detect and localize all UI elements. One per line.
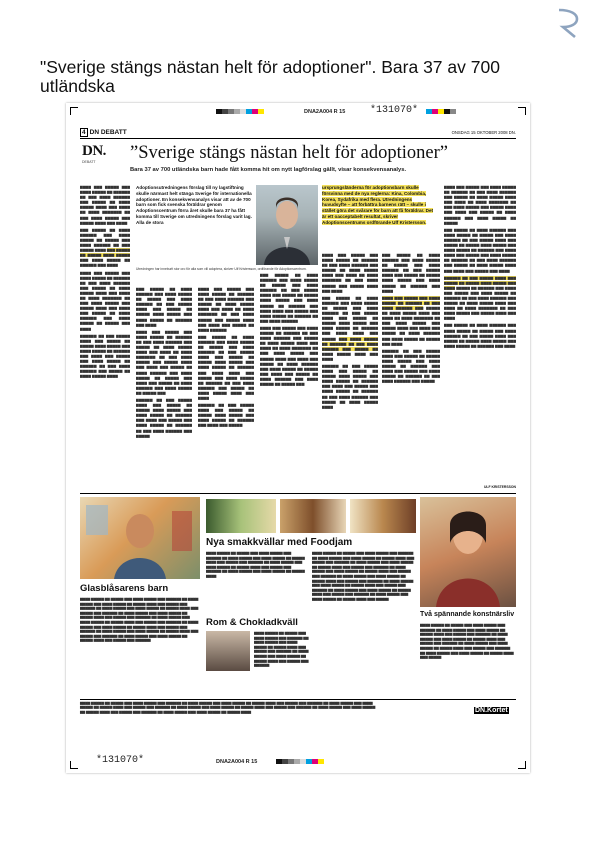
article-column-1: ▆▆▆▆ ▆▆▆ ▆▆▆▆▆ ▆▆▆ ▆▆▆▆ ▆▆▆▆▆ ▆▆ ▆▆▆▆▆▆ ▆▆ ▆▆▆ ▆▆▆▆ ▆▆▆▆▆▆ ▆▆▆ ▆▆▆▆▆ ▆▆ ▆▆▆▆ ▆▆▆▆▆ ▆▆▆▆ ▆▆▆ ▆▆▆▆ ▆▆ ▆▆▆▆ ▆▆▆▆▆▆▆ ▆▆ ▆▆▆ ▆▆▆▆ ▆▆▆▆▆ ▆▆▆ ▆▆▆▆▆ ▆▆▆▆ ▆▆▆ ▆▆▆▆ ▆▆▆ ▆▆▆▆▆ ▆▆ ▆▆▆▆ ▆▆▆▆▆▆ ▆▆▆ ▆▆▆▆ ▆▆▆▆▆ ▆▆ ▆▆▆▆▆ ▆▆▆ ▆▆▆▆ ▆▆▆▆▆▆ ▆▆ ▆▆▆ ▆▆▆▆▆ ▆▆▆▆ ▆▆▆ ▆▆▆▆▆ ▆▆ ▆▆▆▆▆ ▆▆▆▆ ▆▆▆▆▆ ▆▆▆ ▆▆▆▆ ▆▆▆▆▆ ▆▆ ▆▆▆▆▆▆ ▆▆▆ ▆▆▆▆ ▆▆▆▆ ▆▆▆ ▆▆▆▆▆ ▆▆▆ ▆▆▆▆ ▆▆▆▆▆ ▆▆ ▆▆▆▆▆▆ ▆▆ ▆▆▆ ▆▆▆▆ ▆▆▆▆▆▆ ▆▆▆ ▆▆▆▆▆ ▆▆ ▆▆▆▆ ▆▆▆▆▆ ▆▆▆▆ ▆▆▆ ▆▆▆▆ ▆▆ ▆▆▆▆ ▆▆▆▆▆▆▆ ▆▆ ▆▆▆ ▆▆▆▆ ▆▆▆▆▆ ▆▆▆ ▆▆▆▆▆ ▆▆▆▆ ▆▆▆ ▆▆▆▆ ▆▆▆ ▆▆▆▆▆ ▆▆ ▆▆▆▆ ▆▆▆▆▆▆ ▆▆▆ ▆▆▆▆ ▆▆▆▆▆ ▆▆ ▆▆▆▆▆ ▆▆▆ ▆▆▆▆ ▆▆▆▆▆▆ ▆▆ ▆▆▆ ▆▆▆▆▆ ▆▆▆▆ ▆▆▆ ▆▆▆▆▆ ▆▆ ▆▆▆▆▆ ▆▆▆▆ ▆▆▆▆▆ ▆▆▆ ▆▆▆▆ ▆▆▆▆▆ ▆▆ ▆▆▆▆▆▆ ▆▆▆ ▆▆▆▆ ▆▆▆ ▆▆▆▆▆ ▆▆▆ ▆▆▆▆ ▆▆▆▆▆ ▆▆ ▆▆▆▆▆▆ ▆▆ ▆▆▆ ▆▆▆▆ ▆▆▆▆▆▆ ▆▆▆ ▆▆▆▆▆ ▆▆ ▆▆▆▆ ▆▆▆▆▆ ▆▆▆▆ [80, 185, 130, 379]
dn-kortet-logo: DN.Kortet [475, 707, 508, 714]
divider [80, 699, 516, 700]
date-line: ONSDAG 15 OKTOBER 2008 DN. [451, 130, 516, 135]
chef-photo [206, 631, 250, 671]
ad-text-glasblasarens-barn: ▆▆▆▆ ▆▆▆▆▆ ▆▆ ▆▆▆▆▆ ▆▆▆ ▆▆▆▆ ▆▆▆▆▆ ▆▆▆ ▆▆▆▆▆▆ ▆▆ ▆▆▆▆ ▆▆▆▆▆ ▆▆▆ ▆▆▆▆ ▆▆▆▆▆ ▆▆ ▆▆▆▆▆ ▆▆▆▆ ▆▆▆ ▆▆▆▆▆ ▆▆▆ ▆▆▆▆▆▆ ▆▆ ▆▆▆▆ ▆▆▆▆▆ ▆▆▆ ▆▆▆▆ ▆▆▆▆▆ ▆▆ ▆▆▆▆▆ ▆▆▆▆ ▆▆▆ ▆▆▆▆▆ ▆▆▆ ▆▆▆▆▆▆ ▆▆ ▆▆▆▆ ▆▆▆▆▆ ▆▆▆ ▆▆▆▆ ▆▆▆▆▆ ▆▆ ▆▆▆▆▆ ▆▆▆▆ ▆▆▆ ▆▆▆▆▆ ▆▆▆ ▆▆▆▆▆▆ ▆▆ ▆▆▆▆ ▆▆▆▆▆ ▆▆▆ ▆▆▆▆ ▆▆▆▆▆ ▆▆ ▆▆▆▆▆ ▆▆▆▆ ▆▆▆ ▆▆▆▆▆ ▆▆▆ ▆▆▆▆▆▆ ▆▆ ▆▆▆▆ ▆▆▆▆▆ ▆▆▆ ▆▆▆▆ ▆▆▆▆▆ ▆▆ ▆▆▆▆▆ ▆▆▆▆ ▆▆▆ ▆▆▆▆▆ ▆▆▆ ▆▆▆▆▆▆ ▆▆ ▆▆▆▆ ▆▆▆▆▆ ▆▆▆ ▆▆▆▆ ▆▆▆▆▆ ▆▆ ▆▆▆▆▆ ▆▆▆▆ ▆▆▆ ▆▆▆▆▆ ▆▆▆ ▆▆▆▆▆▆ ▆▆ ▆▆▆▆ ▆▆▆▆▆ ▆▆▆ ▆▆▆▆ ▆▆▆▆▆ ▆▆ ▆▆▆▆▆ ▆▆▆▆ ▆▆▆ ▆▆▆▆▆ ▆▆▆ ▆▆▆▆▆▆ [80, 597, 199, 643]
article-column-6: ▆▆▆ ▆▆▆▆▆ ▆▆ ▆▆▆▆ ▆▆▆▆▆▆ ▆▆▆ ▆▆▆▆ ▆▆▆▆▆ ▆▆ ▆▆▆▆▆ ▆▆▆ ▆▆▆▆ ▆▆▆▆▆▆ ▆▆ ▆▆▆ ▆▆▆▆▆ ▆▆▆▆ ▆▆▆ ▆▆▆▆▆ ▆▆ ▆▆▆▆▆ ▆▆▆▆ ▆▆▆▆▆ ▆▆▆ ▆▆▆▆ ▆▆▆▆▆ ▆▆ ▆▆▆▆▆▆ ▆▆▆ ▆▆▆▆ ▆▆▆▆ ▆▆▆ ▆▆▆▆▆ ▆▆▆ ▆▆▆▆ ▆▆▆▆▆ ▆▆ ▆▆▆▆▆▆ ▆▆ ▆▆▆ ▆▆▆▆ ▆▆▆▆▆▆ ▆▆▆ ▆▆▆▆▆ ▆▆ ▆▆▆▆ ▆▆▆▆▆ ▆▆▆▆ ▆▆▆ ▆▆▆▆ ▆▆ ▆▆▆▆ ▆▆▆▆▆▆▆ ▆▆ ▆▆▆ ▆▆▆▆ ▆▆▆▆▆ ▆▆▆ ▆▆▆▆▆ ▆▆▆▆ ▆▆▆ ▆▆▆▆ ▆▆▆ ▆▆▆▆▆ ▆▆ ▆▆▆▆ ▆▆▆▆▆▆ ▆▆▆ ▆▆▆▆ ▆▆▆▆▆ ▆▆ ▆▆▆▆▆ ▆▆▆ ▆▆▆▆ ▆▆▆▆▆▆ ▆▆ ▆▆▆ ▆▆▆▆▆ ▆▆▆▆ ▆▆▆ ▆▆▆▆▆ ▆▆ ▆▆▆▆▆ ▆▆▆▆ ▆▆▆▆▆ ▆▆▆ ▆▆▆▆ ▆▆▆▆▆ ▆▆ ▆▆▆▆▆▆ ▆▆▆ ▆▆▆▆ ▆▆▆ ▆▆▆▆▆ ▆▆▆ ▆▆▆▆ ▆▆▆▆▆ ▆▆ ▆▆▆▆▆▆ ▆▆ ▆▆▆ ▆▆▆▆ ▆▆▆▆▆▆ ▆▆▆ ▆▆▆▆▆ [382, 253, 440, 384]
food-photo [206, 499, 276, 533]
article-signature: ULF KRISTERSSON [483, 485, 516, 489]
color-bar-bottom [276, 759, 324, 764]
divider [80, 493, 516, 494]
article-ingress: Bara 37 av 700 utländska barn hade fått komma hit om nytt lagförslag gällt, visar konsekvensanalys. [130, 167, 407, 173]
section-name: DN DEBATT [89, 129, 127, 136]
ad-title-konstnarsliv: Två spännande konstnärsliv [420, 611, 515, 618]
dn-logo: DN. [82, 143, 106, 159]
color-bar [216, 109, 264, 114]
page-title: "Sverige stängs nästan helt för adoptioner". Bara 37 av 700 utländska [40, 57, 500, 96]
portrait-photo [256, 185, 318, 265]
article-column-3: ▆▆▆▆ ▆▆▆ ▆▆▆▆▆ ▆▆▆ ▆▆▆▆ ▆▆▆▆▆ ▆▆ ▆▆▆▆▆▆ ▆▆ ▆▆▆ ▆▆▆▆ ▆▆▆▆▆▆ ▆▆▆ ▆▆▆▆▆ ▆▆ ▆▆▆▆ ▆▆▆▆▆ ▆▆▆▆ ▆▆▆ ▆▆▆▆ ▆▆ ▆▆▆▆ ▆▆▆▆▆▆▆ ▆▆ ▆▆▆ ▆▆▆▆ ▆▆▆▆▆ ▆▆▆ ▆▆▆▆▆ ▆▆▆▆ ▆▆▆ ▆▆▆▆ ▆▆▆ ▆▆▆▆▆ ▆▆ ▆▆▆▆ ▆▆▆▆▆▆ ▆▆▆ ▆▆▆▆▆ ▆▆ ▆▆▆▆ ▆▆▆▆▆▆ ▆▆▆ ▆▆▆▆ ▆▆▆▆▆ ▆▆ ▆▆▆▆▆ ▆▆▆ ▆▆▆▆ ▆▆▆▆▆▆ ▆▆ ▆▆▆ ▆▆▆▆▆ ▆▆▆▆ ▆▆▆ ▆▆▆▆▆ ▆▆ ▆▆▆▆▆ ▆▆▆▆ ▆▆▆▆▆ ▆▆▆ ▆▆▆▆ ▆▆▆▆▆ ▆▆ ▆▆▆▆▆▆ ▆▆▆ ▆▆▆▆ ▆▆▆▆ ▆▆▆ ▆▆▆▆▆ ▆▆▆ ▆▆▆▆ ▆▆▆▆▆ ▆▆ ▆▆▆▆▆▆ ▆▆ ▆▆▆ ▆▆▆▆ ▆▆▆▆▆▆ ▆▆▆ ▆▆▆▆▆ ▆▆ ▆▆▆▆ ▆▆▆▆▆ ▆▆▆▆ ▆▆▆ ▆▆▆▆ ▆▆▆▆▆▆ ▆▆ ▆▆▆ ▆▆▆▆▆ ▆▆▆▆ ▆▆▆ ▆▆▆▆▆ ▆▆ ▆▆▆▆▆ ▆▆▆▆ ▆▆▆▆▆ ▆▆▆ ▆▆▆▆ ▆▆▆▆▆ ▆▆ ▆▆▆▆▆▆ ▆▆▆ ▆▆▆▆ ▆▆▆ ▆▆▆▆▆ [198, 287, 254, 428]
ad-title-foodjam: Nya smakkvällar med Foodjam [206, 537, 353, 548]
brand-logo-icon [555, 8, 581, 38]
color-bar [426, 109, 456, 114]
ad-text-foodjam-2: ▆▆▆▆ ▆▆▆▆▆ ▆▆ ▆▆▆▆▆ ▆▆▆ ▆▆▆▆ ▆▆▆▆▆ ▆▆▆ ▆▆▆▆▆▆ ▆▆ ▆▆▆▆ ▆▆▆▆▆ ▆▆▆ ▆▆▆▆ ▆▆▆▆▆ ▆▆ ▆▆▆▆▆ ▆▆▆▆ ▆▆▆ ▆▆▆▆▆ ▆▆▆ ▆▆▆▆▆▆ ▆▆ ▆▆▆▆ ▆▆▆▆▆ ▆▆▆ ▆▆▆▆ ▆▆▆▆▆ ▆▆ ▆▆▆▆▆ ▆▆▆▆ ▆▆▆ ▆▆▆▆▆ ▆▆▆ ▆▆▆▆▆▆ ▆▆ ▆▆▆▆ ▆▆▆▆▆ ▆▆▆ ▆▆▆▆ ▆▆▆▆▆ ▆▆ ▆▆▆▆▆ ▆▆▆▆ ▆▆▆ ▆▆▆▆▆ ▆▆▆ ▆▆▆▆▆▆ ▆▆ ▆▆▆▆ ▆▆▆▆▆ ▆▆▆ ▆▆▆▆ ▆▆▆▆▆ ▆▆ ▆▆▆▆▆ ▆▆▆▆ ▆▆▆ ▆▆▆▆▆ ▆▆▆ ▆▆▆▆▆▆ ▆▆ ▆▆▆▆ ▆▆▆▆▆ ▆▆▆ ▆▆▆▆ ▆▆▆▆▆ ▆▆ ▆▆▆▆▆ ▆▆▆▆ ▆▆▆ ▆▆▆▆▆ ▆▆▆ ▆▆▆▆▆▆ ▆▆ ▆▆▆▆ ▆▆▆▆▆ ▆▆▆ ▆▆▆▆ ▆▆▆▆▆ ▆▆ ▆▆▆▆▆ ▆▆▆▆ ▆▆▆ ▆▆▆▆▆ ▆▆▆ ▆▆▆▆▆▆ ▆▆ ▆▆▆▆ ▆▆▆▆▆ ▆▆▆ ▆▆▆▆ ▆▆▆▆▆ ▆▆ ▆▆▆▆▆ ▆▆▆▆ ▆▆▆ ▆▆▆▆▆ [312, 551, 415, 601]
crop-mark [70, 761, 78, 769]
food-photo [350, 499, 416, 533]
article-column-7: ▆▆▆▆ ▆▆▆ ▆▆▆▆▆ ▆▆▆ ▆▆▆▆ ▆▆▆▆▆ ▆▆ ▆▆▆▆▆▆ ▆▆ ▆▆▆ ▆▆▆▆ ▆▆▆▆▆▆ ▆▆▆ ▆▆▆▆▆ ▆▆ ▆▆▆▆ ▆▆▆▆▆ ▆▆▆▆ ▆▆▆ ▆▆▆▆ ▆▆ ▆▆▆▆ ▆▆▆▆▆▆▆ ▆▆ ▆▆▆ ▆▆▆▆ ▆▆▆▆▆ ▆▆▆ ▆▆▆▆▆ ▆▆▆▆ ▆▆▆ ▆▆▆▆ ▆▆▆ ▆▆▆▆▆ ▆▆ ▆▆▆▆ ▆▆▆▆▆▆ ▆▆▆ ▆▆▆▆ ▆▆▆▆▆ ▆▆ ▆▆▆▆▆ ▆▆▆ ▆▆▆▆▆ ▆▆ ▆▆▆▆ ▆▆▆▆▆▆ ▆▆▆ ▆▆▆▆ ▆▆▆▆▆ ▆▆ ▆▆▆▆▆ ▆▆▆ ▆▆▆▆ ▆▆▆▆▆▆ ▆▆ ▆▆▆ ▆▆▆▆▆ ▆▆▆▆ ▆▆▆ ▆▆▆▆▆ ▆▆ ▆▆▆▆▆ ▆▆▆▆ ▆▆▆▆▆ ▆▆▆ ▆▆▆▆ ▆▆▆▆▆ ▆▆ ▆▆▆▆▆▆ ▆▆▆ ▆▆▆▆ ▆▆▆▆ ▆▆▆ ▆▆▆▆▆ ▆▆▆ ▆▆▆▆ ▆▆▆▆▆ ▆▆ ▆▆▆▆▆▆ ▆▆ ▆▆▆ ▆▆▆▆ ▆▆▆▆▆▆ ▆▆▆ ▆▆▆▆▆ ▆▆ ▆▆▆▆ ▆▆▆▆▆ ▆▆▆▆ ▆▆▆ ▆▆▆▆ ▆▆▆ ▆▆▆▆▆ ▆▆▆ ▆▆▆▆ ▆▆▆▆▆▆ ▆▆ ▆▆▆ ▆▆▆▆▆ ▆▆▆▆ ▆▆▆ ▆▆▆▆▆ ▆▆ ▆▆▆▆▆ ▆▆▆▆ ▆▆▆▆▆ ▆▆▆ ▆▆▆▆ ▆▆▆▆▆ ▆▆ ▆▆▆▆▆▆ ▆▆▆ ▆▆▆▆ ▆▆▆ ▆▆▆▆▆ ▆▆▆ ▆▆▆▆ ▆▆▆▆▆ ▆▆ ▆▆▆▆▆▆ ▆▆ ▆▆▆ ▆▆▆▆ ▆▆▆▆▆▆ ▆▆▆ ▆▆▆▆▆ ▆▆ ▆▆▆▆ ▆▆▆▆▆ ▆▆▆▆ ▆▆▆ ▆▆▆▆ ▆▆ ▆▆▆▆ ▆▆▆▆▆▆▆ ▆▆ ▆▆▆ ▆▆▆▆ ▆▆▆▆▆ ▆▆▆ ▆▆▆▆▆ ▆▆▆▆ ▆▆▆ ▆▆▆▆ ▆▆▆ ▆▆▆▆▆ ▆▆ ▆▆▆▆ ▆▆▆▆▆▆ ▆▆▆ ▆▆▆▆ ▆▆▆▆▆ ▆▆ ▆▆▆▆▆ ▆▆▆ ▆▆▆▆ ▆▆▆▆▆▆ ▆▆ ▆▆▆ ▆▆▆▆▆ ▆▆▆▆ ▆▆▆ ▆▆▆▆▆ ▆▆ ▆▆▆▆▆ ▆▆▆▆ ▆▆▆▆▆ ▆▆▆ ▆▆▆▆ ▆▆▆▆▆ ▆▆ ▆▆▆▆▆▆ ▆▆▆ ▆▆▆▆ [444, 185, 516, 348]
ad-title-glasblasarens-barn: Glasblåsarens barn [80, 583, 169, 594]
article-column-2: ▆▆▆ ▆▆▆▆▆ ▆▆ ▆▆▆▆ ▆▆▆▆▆▆ ▆▆▆ ▆▆▆▆ ▆▆▆▆▆ ▆▆ ▆▆▆▆▆ ▆▆▆ ▆▆▆▆ ▆▆▆▆▆▆ ▆▆ ▆▆▆ ▆▆▆▆▆ ▆▆▆▆ ▆▆▆ ▆▆▆▆▆ ▆▆ ▆▆▆▆▆ ▆▆▆▆ ▆▆▆▆▆ ▆▆▆ ▆▆▆▆ ▆▆▆▆▆ ▆▆ ▆▆▆▆▆▆ ▆▆▆ ▆▆▆▆ ▆▆▆▆ ▆▆▆ ▆▆▆▆▆ ▆▆▆ ▆▆▆▆ ▆▆▆▆▆ ▆▆ ▆▆▆▆▆▆ ▆▆ ▆▆▆ ▆▆▆▆ ▆▆▆▆▆▆ ▆▆▆ ▆▆▆▆▆ ▆▆ ▆▆▆▆ ▆▆▆▆▆ ▆▆▆▆ ▆▆▆ ▆▆▆▆ ▆▆ ▆▆▆▆ ▆▆▆▆▆▆▆ ▆▆ ▆▆▆ ▆▆▆▆ ▆▆▆▆▆ ▆▆▆ ▆▆▆▆▆ ▆▆▆▆ ▆▆▆ ▆▆▆▆ ▆▆▆ ▆▆▆▆▆ ▆▆ ▆▆▆▆ ▆▆▆▆▆▆ ▆▆▆ ▆▆▆▆ ▆▆▆▆▆ ▆▆ ▆▆▆▆▆ ▆▆▆ ▆▆▆▆ ▆▆▆ ▆▆▆▆▆ ▆▆ ▆▆▆▆ ▆▆▆▆▆▆ ▆▆▆ ▆▆▆▆ ▆▆▆▆▆ ▆▆ ▆▆▆▆▆ ▆▆▆ ▆▆▆▆▆▆ ▆▆ ▆▆▆ ▆▆▆▆▆ ▆▆▆▆ ▆▆▆ ▆▆▆▆▆ ▆▆ ▆▆▆▆▆ ▆▆▆▆ ▆▆▆▆▆ ▆▆▆ ▆▆▆▆ ▆▆▆▆▆ ▆▆ ▆▆▆▆▆▆ ▆▆▆ ▆▆▆▆ ▆▆▆ ▆▆▆▆▆ ▆▆▆ ▆▆▆▆ ▆▆▆▆▆ ▆▆ ▆▆▆▆▆▆ ▆▆ ▆▆▆ ▆▆▆▆ ▆▆▆▆▆▆ ▆▆▆ ▆▆▆▆▆ [136, 287, 192, 438]
painting-illustration-right [420, 497, 516, 607]
article-title: ”Sverige stängs nästan helt för adoptioner” [130, 143, 448, 163]
sheet-number-bottom: *131070* [96, 755, 145, 766]
divider [80, 138, 516, 139]
article-lead-2: ursprungsländerna för adoptionsbarn skulle försvinna med de nya reglerna: Kina, Colombia, Korea, Sydafrika med flera. Utredningens huvudsyfte – att förbättra barnens rätt – skulle i stället göra det svårare för barn att få föräldrar. Det är ett oacceptabelt resultat, skriver Adoptionscentrums ordförande Ulf Kristersson. [322, 185, 434, 225]
painting-illustration-left [80, 497, 200, 579]
photo-caption: Utredningen har inneburit stor oro för alla som vill adoptera, skriver Ulf Kristersson, ordförande för Adoptionscentrum. [136, 267, 307, 271]
crop-mark [518, 107, 526, 115]
plate-code-bottom: DNA2A004 R 15 [216, 759, 258, 765]
plate-code: DNA2A004 R 15 [304, 109, 346, 115]
sheet-number: *131070* [370, 105, 419, 116]
ad-text-konstnarsliv: ▆▆▆▆ ▆▆▆▆▆ ▆▆ ▆▆▆▆▆ ▆▆▆ ▆▆▆▆ ▆▆▆▆▆ ▆▆▆ ▆▆▆▆▆▆ ▆▆ ▆▆▆▆ ▆▆▆▆▆ ▆▆▆ ▆▆▆▆ ▆▆▆▆▆ ▆▆ ▆▆▆▆▆ ▆▆▆▆ ▆▆▆ ▆▆▆▆▆ ▆▆▆ ▆▆▆▆▆▆ ▆▆ ▆▆▆▆ ▆▆▆▆▆ ▆▆▆ ▆▆▆▆ ▆▆▆▆▆ ▆▆ ▆▆▆▆▆ ▆▆▆▆ ▆▆▆ ▆▆▆▆▆ ▆▆▆ ▆▆▆▆▆▆ ▆▆ ▆▆▆▆ ▆▆▆▆▆ ▆▆▆ ▆▆▆▆ ▆▆▆▆▆ ▆▆ ▆▆▆▆▆ ▆▆▆▆ ▆▆▆ ▆▆▆▆▆ ▆▆▆ ▆▆▆▆▆▆ ▆▆ ▆▆▆▆ ▆▆▆▆▆ ▆▆▆ ▆▆▆▆ ▆▆▆▆▆ ▆▆ ▆▆▆▆▆ ▆▆▆▆ ▆▆▆ ▆▆▆▆▆ [420, 623, 514, 660]
article-column-4: ▆▆▆ ▆▆▆▆▆ ▆▆ ▆▆▆▆ ▆▆▆▆▆▆ ▆▆▆ ▆▆▆▆ ▆▆▆▆▆ ▆▆ ▆▆▆▆▆ ▆▆▆ ▆▆▆▆ ▆▆▆▆▆▆ ▆▆ ▆▆▆ ▆▆▆▆▆ ▆▆▆▆ ▆▆▆ ▆▆▆▆▆ ▆▆ ▆▆▆▆▆ ▆▆▆▆ ▆▆▆▆▆ ▆▆▆ ▆▆▆▆ ▆▆▆▆▆ ▆▆ ▆▆▆▆▆▆ ▆▆▆ ▆▆▆▆ ▆▆▆▆ ▆▆▆ ▆▆▆▆▆ ▆▆▆ ▆▆▆▆ ▆▆▆▆▆ ▆▆ ▆▆▆▆▆▆ ▆▆ ▆▆▆ ▆▆▆▆ ▆▆▆▆▆▆ ▆▆▆▆ ▆▆▆ ▆▆▆▆▆ ▆▆▆ ▆▆▆▆ ▆▆▆▆▆ ▆▆ ▆▆▆▆▆▆ ▆▆ ▆▆▆ ▆▆▆▆ ▆▆▆▆▆▆ ▆▆▆ ▆▆▆▆▆ ▆▆ ▆▆▆▆ ▆▆▆▆▆ ▆▆▆▆ ▆▆▆ ▆▆▆▆ ▆▆ ▆▆▆▆ ▆▆▆▆▆▆▆ ▆▆ ▆▆▆ ▆▆▆▆ ▆▆▆▆▆ ▆▆▆ ▆▆▆▆▆ ▆▆▆▆ ▆▆▆ ▆▆▆▆ ▆▆▆ ▆▆▆▆▆ ▆▆ ▆▆▆▆ ▆▆▆▆▆▆ ▆▆▆ ▆▆▆▆ ▆▆▆▆▆ ▆▆ ▆▆▆▆▆ ▆▆▆ ▆▆▆▆ ▆▆▆ ▆▆▆▆▆ ▆▆ ▆▆▆▆ ▆▆▆▆▆▆ ▆▆▆ ▆▆▆▆ ▆▆▆▆▆ ▆▆ ▆▆▆▆▆ ▆▆▆ [260, 273, 318, 386]
article-column-5: ▆▆▆▆ ▆▆▆ ▆▆▆▆▆ ▆▆▆ ▆▆▆▆ ▆▆▆▆▆ ▆▆ ▆▆▆▆▆▆ ▆▆ ▆▆▆ ▆▆▆▆ ▆▆▆▆▆▆ ▆▆▆ ▆▆▆▆▆ ▆▆ ▆▆▆▆ ▆▆▆▆▆ ▆▆▆▆ ▆▆▆ ▆▆▆▆ ▆▆ ▆▆▆▆ ▆▆▆▆▆▆▆ ▆▆ ▆▆▆ ▆▆▆▆ ▆▆▆▆▆ ▆▆▆ ▆▆▆▆▆ ▆▆▆▆ ▆▆▆ ▆▆▆▆ ▆▆▆ ▆▆▆▆▆ ▆▆ ▆▆▆▆ ▆▆▆▆▆▆ ▆▆▆ ▆▆▆▆ ▆▆▆▆▆ ▆▆ ▆▆▆▆▆ ▆▆▆ ▆▆▆▆ ▆▆▆▆▆▆ ▆▆ ▆▆▆ ▆▆▆▆▆ ▆▆▆▆ ▆▆▆ ▆▆▆▆▆ ▆▆ ▆▆▆▆▆ ▆▆▆▆ ▆▆▆▆▆ ▆▆▆ ▆▆▆▆ ▆▆▆▆▆ ▆▆ ▆▆▆▆▆▆ ▆▆▆ ▆▆▆▆ ▆▆▆▆ ▆▆▆ ▆▆▆▆▆ ▆▆▆ ▆▆▆▆ ▆▆▆▆▆ ▆▆ ▆▆▆▆▆▆ ▆▆ ▆▆▆ ▆▆▆▆ ▆▆▆▆▆▆ ▆▆▆ ▆▆▆▆▆ ▆▆ ▆▆▆▆ ▆▆▆▆▆ ▆▆▆▆ ▆▆▆ ▆▆▆▆ ▆▆▆▆▆▆ ▆▆ ▆▆▆ ▆▆▆▆▆ ▆▆▆▆ ▆▆▆ ▆▆▆▆▆ ▆▆ ▆▆▆▆▆ ▆▆▆▆ ▆▆▆▆▆ ▆▆▆ ▆▆▆▆ ▆▆▆▆▆ ▆▆ ▆▆▆▆▆▆ ▆▆▆ ▆▆▆▆ ▆▆▆ ▆▆▆▆▆ ▆▆▆ ▆▆▆▆ ▆▆▆▆▆ ▆▆ ▆▆▆▆▆▆ ▆▆ ▆▆▆ ▆▆▆▆ ▆▆▆▆▆▆ ▆▆▆ ▆▆▆▆▆ ▆▆ ▆▆▆▆ ▆▆▆▆▆ ▆▆▆▆ [322, 253, 378, 409]
article-lead: Adoptionsutredningens förslag till ny lagstiftning skulle närmast helt stänga Sverige för internationella adoptioner. En konsekvensanalys visar att av de 700 barn som fick svenska föräldrar genom Adoptionscentrum förra året skulle bara 37 ha fått komma till Sverige om utredningens förslag varit lag. Alla de stora [136, 185, 252, 225]
newspaper-page [66, 103, 530, 773]
crop-mark [70, 107, 78, 115]
ad-text-foodjam-1: ▆▆▆▆ ▆▆▆▆▆ ▆▆ ▆▆▆▆▆ ▆▆▆ ▆▆▆▆ ▆▆▆▆▆ ▆▆▆ ▆▆▆▆▆▆ ▆▆ ▆▆▆▆ ▆▆▆▆▆ ▆▆▆ ▆▆▆▆ ▆▆▆▆▆ ▆▆ ▆▆▆▆▆ ▆▆▆▆ ▆▆▆ ▆▆▆▆▆ ▆▆▆ ▆▆▆▆▆▆ ▆▆ ▆▆▆▆ ▆▆▆▆▆ ▆▆▆ ▆▆▆▆ ▆▆▆▆▆ ▆▆ ▆▆▆▆▆ ▆▆▆▆ ▆▆▆ ▆▆▆▆▆ ▆▆▆ ▆▆▆▆▆▆ ▆▆ ▆▆▆▆ ▆▆▆▆▆ ▆▆▆ ▆▆▆▆ ▆▆▆▆▆ ▆▆ ▆▆▆▆▆ ▆▆▆▆ [206, 551, 305, 578]
dn-sub-label: DEBATT [82, 160, 96, 164]
crop-mark [518, 761, 526, 769]
section-label [80, 129, 127, 136]
ad-footer-text: ▆▆▆▆ ▆▆▆▆▆ ▆▆ ▆▆▆▆▆ ▆▆▆ ▆▆▆▆ ▆▆▆▆▆ ▆▆▆ ▆▆▆▆▆▆ ▆▆ ▆▆▆▆ ▆▆▆▆▆ ▆▆▆ ▆▆▆▆ ▆▆▆▆▆ ▆▆ ▆▆▆▆▆ ▆▆▆▆ ▆▆▆ ▆▆▆▆▆ ▆▆▆ ▆▆▆▆▆▆ ▆▆ ▆▆▆▆ ▆▆▆▆▆ ▆▆▆ ▆▆▆▆ ▆▆▆▆▆ ▆▆ ▆▆▆▆▆ ▆▆▆▆ ▆▆▆ ▆▆▆▆▆ ▆▆▆ ▆▆▆▆▆▆ ▆▆ ▆▆▆▆ ▆▆▆▆▆ ▆▆▆ ▆▆▆▆ ▆▆▆▆▆ ▆▆ ▆▆▆▆▆ ▆▆▆▆ ▆▆▆ ▆▆▆▆▆ ▆▆▆ ▆▆▆▆▆▆ ▆▆ ▆▆▆▆ ▆▆▆▆▆ ▆▆▆ ▆▆▆▆ ▆▆▆▆▆ ▆▆ ▆▆▆▆▆ ▆▆▆▆ ▆▆▆ ▆▆▆▆▆ ▆▆▆ ▆▆▆▆▆▆ ▆▆ ▆▆▆▆ ▆▆▆▆▆ ▆▆▆ ▆▆▆▆ ▆▆▆▆▆ ▆▆ ▆▆▆▆▆ ▆▆▆▆ [80, 701, 376, 714]
ad-title-rom-choklad: Rom & Chokladkväll [206, 617, 298, 628]
ad-text-rom-choklad: ▆▆▆▆ ▆▆▆▆▆ ▆▆ ▆▆▆▆▆ ▆▆▆ ▆▆▆▆ ▆▆▆▆▆ ▆▆▆ ▆▆▆▆▆▆ ▆▆ ▆▆▆▆ ▆▆▆▆▆ ▆▆▆ ▆▆▆▆ ▆▆▆▆▆ ▆▆ ▆▆▆▆▆ ▆▆▆▆ ▆▆▆ ▆▆▆▆▆ ▆▆▆ ▆▆▆▆▆▆ ▆▆ ▆▆▆▆ ▆▆▆▆▆ ▆▆▆ ▆▆▆▆ ▆▆▆▆▆ ▆▆ ▆▆▆▆▆ ▆▆▆▆ ▆▆▆ ▆▆▆▆▆ ▆▆▆ ▆▆▆▆▆▆ [254, 631, 309, 668]
section-number: 4 [82, 129, 86, 136]
food-photo [280, 499, 346, 533]
